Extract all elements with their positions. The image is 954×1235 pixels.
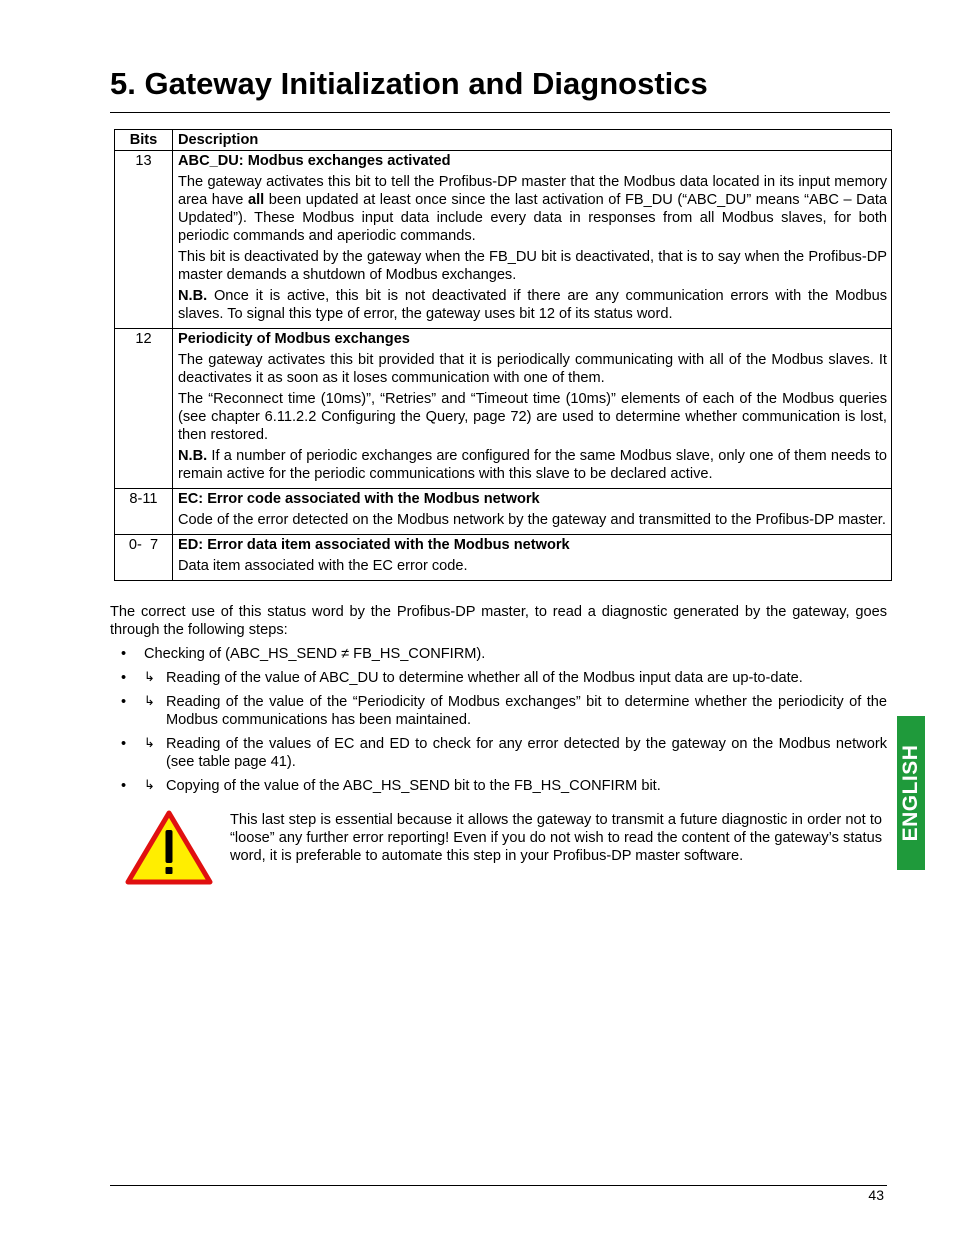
bullet-icon: •: [121, 670, 127, 686]
note-paragraph: [178, 287, 887, 323]
description-cell: [173, 489, 892, 535]
step-text: Copying of the value of the ABC_HS_SEND bit to the FB_HS_CONFIRM bit.: [166, 778, 661, 794]
bits-cell: 8-11: [115, 489, 173, 535]
description-paragraph: The “Reconnect time (10ms)”, “Retries” and “Timeout time (10ms)” elements of each of the Modbus queries (see chapter 6.11.2.2 Configuring the Query, page 72) are used to determine whether communication is lost, then restored.: [178, 391, 887, 443]
text-run: been updated at least once since the last activation of FB_DU (“ABC_DU” means “ABC – Data Updated”). These Modbus input data include every data in responses from all Modbus slaves, for both periodic commands and aperiodic commands.: [178, 192, 887, 244]
footer-divider: [110, 1185, 887, 1186]
note-text: Once it is active, this bit is not deactivated if there are any communication errors with the Modbus slaves. To signal this type of error, the gateway uses bit 12 of its status word.: [178, 288, 887, 322]
bits-cell: 13: [115, 151, 173, 329]
description-cell: [173, 151, 892, 329]
note-text: If a number of periodic exchanges are configured for the same Modbus slave, only one of them needs to remain active for the periodic communications with this slave to be declared active.: [178, 448, 887, 482]
description-paragraph: The gateway activates this bit provided that it is periodically communicating with all of the Modbus slaves. It deactivates it as soon as it loses communication with one of them.: [178, 352, 887, 386]
description-paragraph: [178, 173, 887, 245]
bullet-icon: •: [121, 694, 127, 710]
row-heading: EC: Error code associated with the Modbus network: [178, 491, 540, 507]
note-label: N.B.: [178, 288, 208, 304]
row-heading: ED: Error data item associated with the Modbus network: [178, 537, 570, 553]
arrow-icon: ↳: [144, 735, 155, 750]
table-row: [115, 151, 892, 329]
row-heading: ABC_DU: Modbus exchanges activated: [178, 153, 451, 169]
description-cell: [173, 329, 892, 489]
list-item: [110, 669, 887, 687]
bits-cell: 0- 7: [115, 535, 173, 581]
step-text: Reading of the value of ABC_DU to determine whether all of the Modbus input data are up-to-date.: [166, 670, 803, 686]
bullet-icon: •: [121, 736, 127, 752]
bullet-icon: •: [121, 778, 127, 794]
table-row: [115, 329, 892, 489]
title-divider: [110, 112, 890, 113]
emphasis-text: all: [247, 192, 265, 208]
step-text: Reading of the value of the “Periodicity of Modbus exchanges” bit to determine whether the periodicity of the Modbus communications has been maintained.: [166, 694, 887, 728]
table-header-row: [115, 130, 892, 151]
text-run: The gateway activates this bit to tell the Profibus-DP master that the Modbus data located in its input memory area have: [178, 174, 887, 208]
description-paragraph: This bit is deactivated by the gateway when the FB_DU bit is deactivated, that is to say when the Profibus-DP master demands a shutdown of Modbus exchanges.: [178, 249, 887, 283]
column-header-bits: Bits: [115, 130, 173, 151]
arrow-icon: ↳: [144, 777, 155, 792]
arrow-icon: ↳: [144, 693, 155, 708]
warning-text: This last step is essential because it allows the gateway to transmit a future diagnostic in order not to “loose” any further error reporting! Even if you do not wish to read the content of the gateway’s status word, it is preferable to automate this step in your Profibus-DP master software.: [230, 812, 882, 864]
list-item: [110, 645, 887, 663]
intro-paragraph: The correct use of this status word by the Profibus-DP master, to read a diagnostic generated by the gateway, goes through the following steps:: [110, 604, 887, 638]
step-text: Reading of the values of EC and ED to check for any error detected by the gateway on the Modbus network (see table page 41).: [166, 736, 887, 770]
description-paragraph: Data item associated with the EC error code.: [178, 558, 468, 574]
arrow-icon: ↳: [144, 669, 155, 684]
table-row: [115, 489, 892, 535]
note-label: N.B.: [178, 448, 208, 464]
description-cell: [173, 535, 892, 581]
bullet-icon: •: [121, 646, 127, 662]
note-paragraph: [178, 447, 887, 483]
diagnostic-steps-list: [110, 645, 887, 801]
bits-cell: 12: [115, 329, 173, 489]
description-paragraph: Code of the error detected on the Modbus network by the gateway and transmitted to the Profibus-DP master.: [178, 512, 886, 528]
table-row: [115, 535, 892, 581]
warning-icon: [125, 810, 213, 886]
page-title: 5. Gateway Initialization and Diagnostics: [110, 66, 708, 101]
row-heading: Periodicity of Modbus exchanges: [178, 331, 410, 347]
step-text: Checking of (ABC_HS_SEND ≠ FB_HS_CONFIRM).: [144, 646, 486, 662]
page-number: 43: [868, 1187, 884, 1203]
column-header-description: Description: [173, 130, 892, 151]
status-word-table: [114, 129, 892, 581]
list-item: [110, 693, 887, 729]
language-tab-label: ENGLISH: [899, 744, 922, 842]
list-item: [110, 735, 887, 771]
list-item: [110, 777, 887, 795]
language-tab: [897, 716, 925, 870]
